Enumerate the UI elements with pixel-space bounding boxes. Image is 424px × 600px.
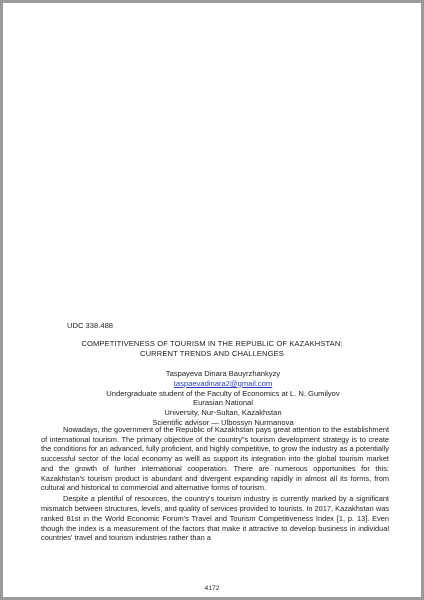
author-block [93, 369, 353, 428]
paper-title [43, 339, 381, 359]
title-line-1: COMPETITIVENESS OF TOURISM IN THE REPUBLIC OF KAZAKHSTAN: [81, 339, 343, 348]
document-page [3, 3, 421, 597]
title-line-2: CURRENT TRENDS AND CHALLENGES [140, 349, 284, 358]
scientific-advisor: Scientific advisor — Ulbossyn Nurmanova [152, 417, 294, 427]
body-paragraph-1: Nowadays, the government of the Republic of Kazakhstan pays great attention to the establishment of international tourism. The primary objective of the country"s tourism development strategy is to create the conditions for an advanced, fully proficient, and highly competitive, to grow the industry as a potentially successful sector of the local economy as welll as support its integration into the global tourism market and the growth of further international cooperation. There are numerous opportunities for this: Kazakhstan's tourism product is abundant and divergent expanding rapidly in almost all its forms, from cultural and historical to commercial and alternative forms of tourism. [41, 425, 389, 493]
body-text [41, 425, 389, 544]
author-affiliation-line-2: University, Nur-Sultan, Kazakhstan [164, 408, 282, 418]
page-number: 4172 [204, 585, 220, 592]
udc-code: UDC 338.488 [67, 321, 114, 330]
author-affiliation-line-1: Undergraduate student of the Faculty of Economics at L. N. Gumilyov Eurasian National [106, 388, 340, 408]
body-paragraph-2: Despite a plentiful of resources, the country's tourism industry is currently marked by a significant mismatch between structures, levels, and quality of services provided to tourists. In 2017, Kazakhstan was ranked 81st in the World Economic Forum's Travel and Tourism Competitiveness Index [1, p. 13]. Even though the index is a measurement of the factors that make it attractive to develop business in individual countries' travel and tourism industries rather than a [41, 494, 389, 543]
author-name: Taspayeva Dinara Bauyrzhankyzy [165, 369, 281, 378]
author-email-link[interactable]: taspaevadinara2@gmail.com [173, 378, 273, 388]
